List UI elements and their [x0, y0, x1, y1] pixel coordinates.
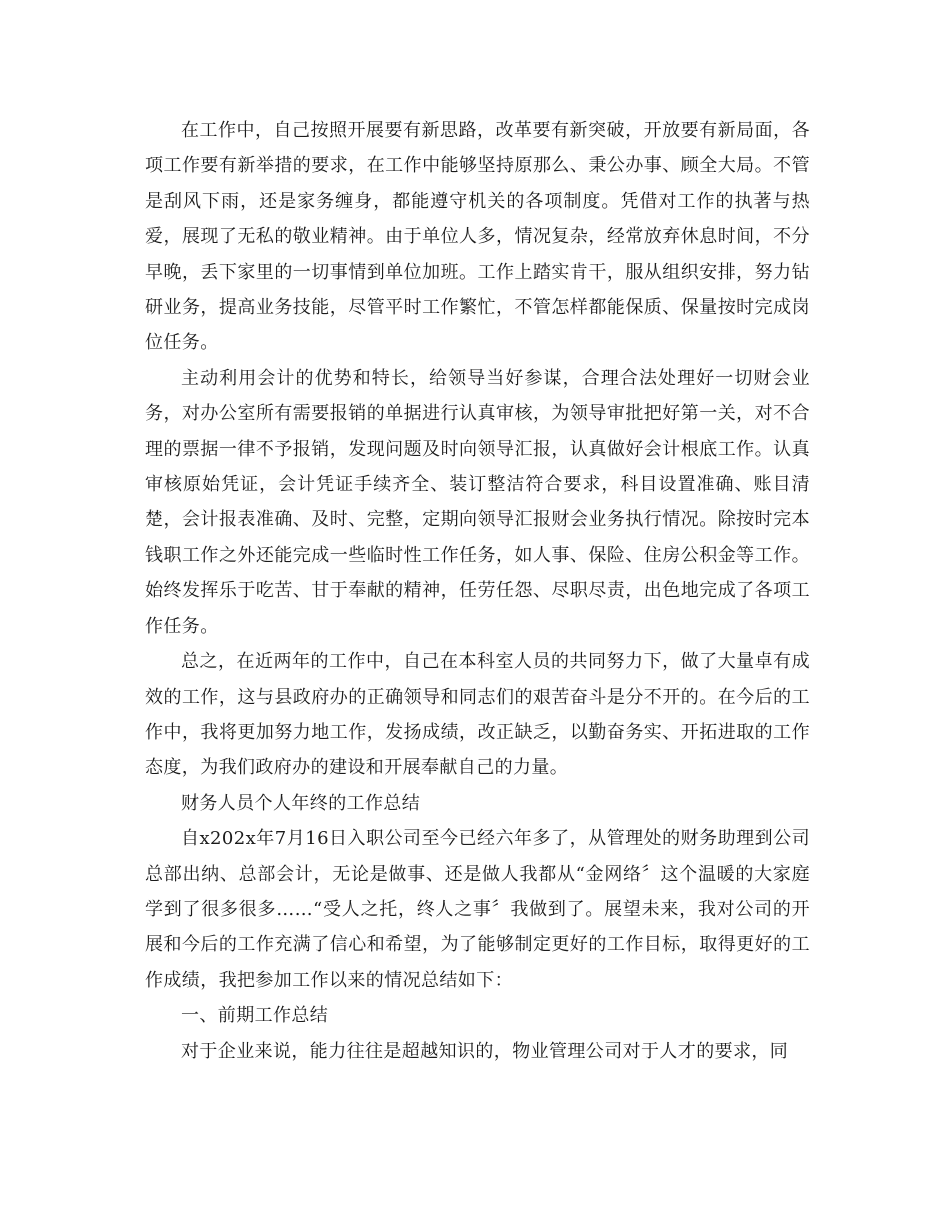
section-title: 财务人员个人年终的工作总结 — [181, 792, 421, 814]
document-page — [145, 113, 810, 1069]
paragraph-introduction: 自x202x年7月16日入职公司至今已经六年多了，从管理处的财务助理到公司总部出纳、总部会计，无论是做事、还是做人我都从“金网络〞这个温暖的大家庭学到了很多很多……“受人之托，终人之事〞我做到了。展望未来，我对公司的开展和今后的工作充满了信心和希望，为了能够制定更好的工作目标，取得更好的工作成绩，我把参加工作以来的情况总结如下： — [145, 828, 810, 991]
paragraph-work-attitude: 在工作中，自己按照开展要有新思路，改革要有新突破，开放要有新局面，各项工作要有新举措的要求，在工作中能够坚持原那么、秉公办事、顾全大局。不管是刮风下雨，还是家务缠身，都能遵守机关的各项制度。凭借对工作的执著与热爱，展现了无私的敬业精神。由于单位人多，情况复杂，经常放弃休息时间，不分早晚，丢下家里的一切事情到单位加班。工作上踏实肯干，服从组织安排，努力钻研业务，提高业务技能，尽管平时工作繁忙，不管怎样都能保质、保量按时完成岗位任务。 — [145, 120, 810, 354]
paragraph-conclusion: 总之，在近两年的工作中，自己在本科室人员的共同努力下，做了大量卓有成效的工作，这与县政府办的正确领导和同志们的艰苦奋斗是分不开的。在今后的工作中，我将更加努力地工作，发扬成绩，改正缺乏，以勤奋务实、开拓进取的工作态度，为我们政府办的建设和开展奉献自己的力量。 — [145, 651, 810, 779]
paragraph-accounting-duties: 主动利用会计的优势和特长，给领导当好参谋，合理合法处理好一切财会业务，对办公室所有需要报销的单据进行认真审核，为领导审批把好第一关，对不合理的票据一律不予报销，发现问题及时向领导汇报，认真做好会计根底工作。认真审核原始凭证，会计凭证手续齐全、装订整洁符合要求，科目设置准确、账目清楚，会计报表准确、及时、完整，定期向领导汇报财会业务执行情况。除按时完本钱职工作之外还能完成一些临时性工作任务，如人事、保险、住房公积金等工作。始终发挥乐于吃苦、甘于奉献的精神，任劳任怨、尽职尽责，出色地完成了各项工作任务。 — [145, 367, 810, 637]
paragraph-enterprise-ability: 对于企业来说，能力往往是超越知识的，物业管理公司对于人才的要求，同 — [181, 1040, 789, 1062]
section-heading-early-work: 一、前期工作总结 — [181, 1005, 329, 1027]
